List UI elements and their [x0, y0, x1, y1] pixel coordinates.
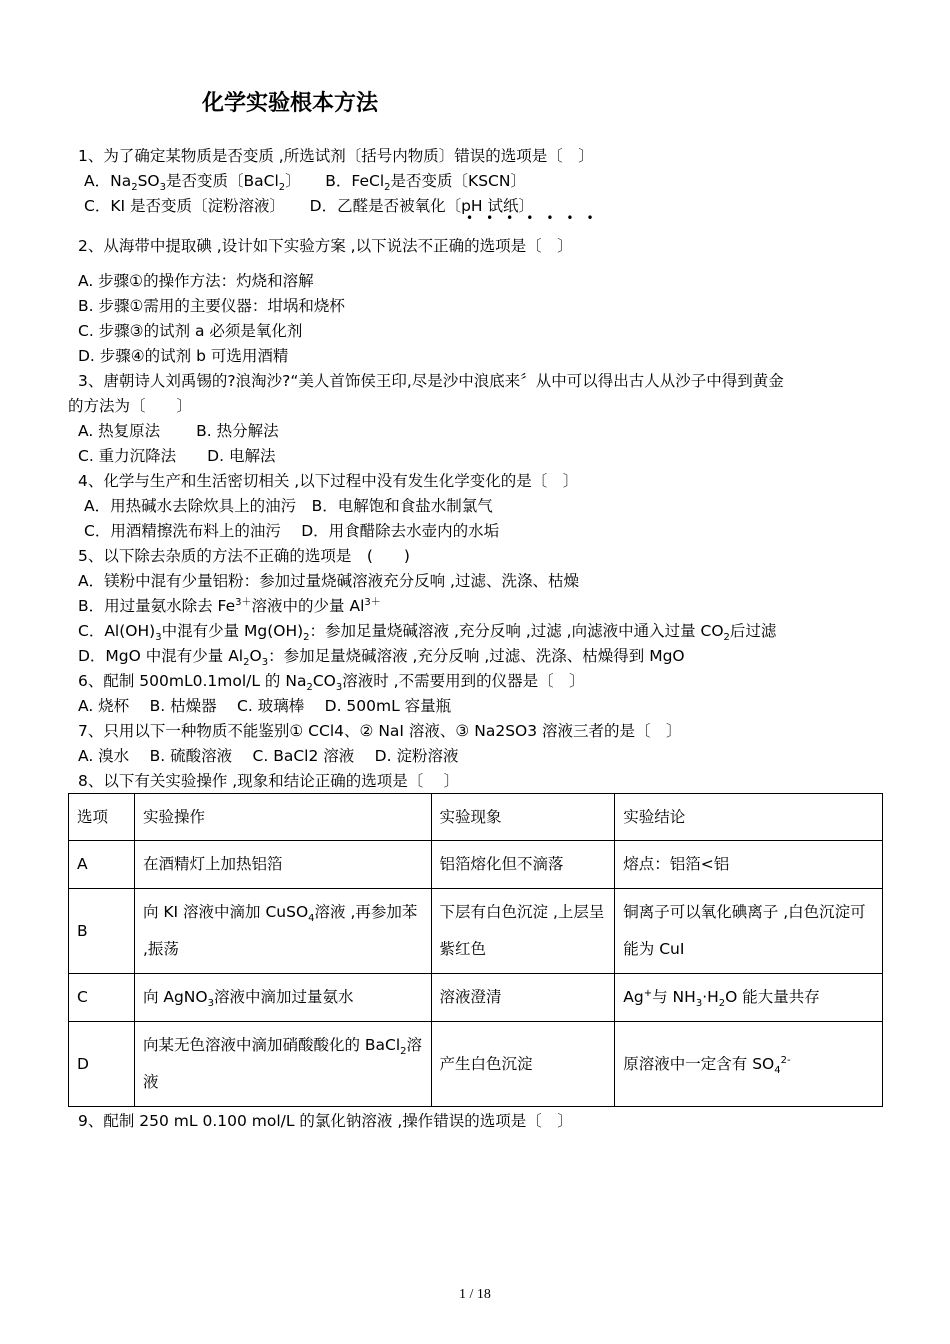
page-title: 化学实验根本方法 [202, 91, 379, 116]
header-conclusion: 实验结论 [615, 794, 883, 841]
q1-options-cd: C．KI 是否变质〔淀粉溶液〕 D．乙醛是否被氧化〔pH 试纸〕 [84, 197, 534, 215]
q3-stem-line2: 的方法为〔 〕 [68, 397, 193, 415]
row-b-operation: 向 KI 溶液中滴加 CuSO$_4$溶液 ,再参加苯 ,振荡 [134, 889, 431, 974]
q7-options: A. 溴水 B. 硫酸溶液 C. BaCl2 溶液 D. 淀粉溶液 [78, 747, 459, 765]
row-d-operation: 向某无色溶液中滴加硝酸酸化的 BaCl$_2$溶液 [134, 1022, 431, 1107]
table-row [69, 974, 883, 1022]
header-operation: 实验操作 [134, 794, 431, 841]
q5-option-d: D．MgO 中混有少量 $Al_2O_3$：参加足量烧碱溶液 ,充分反响 ,过滤、洗涤、枯燥得到 MgO [78, 647, 685, 669]
q5-stem: 5、以下除去杂质的方法不正确的选项是 ( ) [78, 547, 410, 565]
table-row [69, 841, 883, 889]
q3-options-ab: A. 热复原法 B. 热分解法 [78, 422, 279, 440]
header-option: 选项 [69, 794, 135, 841]
q5-option-a: A．镁粉中混有少量铝粉：参加过量烧碱溶液充分反响 ,过滤、洗涤、枯燥 [78, 572, 579, 590]
row-c-option: C [69, 974, 135, 1022]
q2-option-d: D. 步骤④的试剂 b 可选用酒精 [78, 347, 289, 365]
row-d-conclusion: 原溶液中一定含有 $SO_4^{2-}$ [615, 1022, 883, 1107]
row-b-conclusion: 铜离子可以氧化碘离子 ,白色沉淀可能为 CuI [615, 889, 883, 974]
row-c-operation: 向 AgNO$_3$溶液中滴加过量氨水 [134, 974, 431, 1022]
q7-stem: 7、只用以下一种物质不能鉴别① CCl4、② NaI 溶液、③ Na2SO3 溶液三者的是〔 〕 [78, 722, 682, 740]
q4-stem: 4、化学与生产和生活密切相关 ,以下过程中没有发生化学变化的是〔 〕 [78, 472, 579, 490]
q5-option-b: B．用过量氨水除去 $Fe^{3+}$溶液中的少量 $Al^{3+}$ [78, 596, 381, 615]
q1-options-ab: A．$Na_2SO_3$是否变质〔BaCl$_2$〕 B．FeCl$_2$是否变质〔KSCN〕 [84, 172, 526, 194]
table-row [69, 889, 883, 974]
row-d-phenomenon: 产生白色沉淀 [431, 1022, 615, 1107]
row-d-option: D [69, 1022, 135, 1107]
page-number: 1 / 18 [459, 1287, 491, 1302]
q8-stem: 8、以下有关实验操作 ,现象和结论正确的选项是〔 〕 [78, 772, 460, 790]
q4-options-ab: A．用热碱水去除炊具上的油污 B．电解饱和食盐水制氯气 [84, 497, 493, 515]
experiment-table [68, 793, 883, 1107]
q9-stem: 9、配制 250 mL 0.100 mol/L 的氯化钠溶液 ,操作错误的选项是〔 〕 [78, 1112, 573, 1130]
table-header-row [69, 794, 883, 841]
table-row [69, 1022, 883, 1107]
row-c-conclusion: Ag+与 $NH_3\cdot H_2O$ 能大量共存 [615, 974, 883, 1022]
emphasis-dots: ••••••• [466, 211, 607, 225]
q3-stem-line1: 3、唐朝诗人刘禹锡的?浪淘沙?“美人首饰侯王印,尽是沙中浪底来〞从中可以得出古人从沙子中得到黄金 [78, 372, 784, 390]
row-a-phenomenon: 铝箔熔化但不滴落 [431, 841, 615, 889]
row-c-phenomenon: 溶液澄清 [431, 974, 615, 1022]
q4-options-cd: C．用酒精擦洗布料上的油污 D．用食醋除去水壶内的水垢 [84, 522, 500, 540]
q2-stem: 2、从海带中提取碘 ,设计如下实验方案 ,以下说法不正确的选项是〔 〕 [78, 237, 573, 255]
row-a-operation: 在酒精灯上加热铝箔 [134, 841, 431, 889]
q2-option-c: C. 步骤③的试剂 a 必须是氧化剂 [78, 322, 303, 340]
q6-options: A. 烧杯 B. 枯燥器 C. 玻璃棒 D. 500mL 容量瓶 [78, 697, 452, 715]
header-phenomenon: 实验现象 [431, 794, 615, 841]
row-b-phenomenon: 下层有白色沉淀 ,上层呈紫红色 [431, 889, 615, 974]
q6-stem: 6、配制 500mL0.1mol/L 的 $Na_2CO_3$溶液时 ,不需要用到的仪器是〔 〕 [78, 672, 585, 694]
q2-option-b: B. 步骤①需用的主要仪器：坩埚和烧杯 [78, 297, 345, 315]
row-a-conclusion: 熔点：铝箔<铝 [615, 841, 883, 889]
q3-options-cd: C. 重力沉降法 D. 电解法 [78, 447, 276, 465]
q1-stem: 1、为了确定某物质是否变质 ,所选试剂〔括号内物质〕错误的选项是〔 〕 [78, 147, 594, 165]
q5-option-c: C．$Al(OH)_3$中混有少量 $Mg(OH)_2$：参加足量烧碱溶液 ,充分反响 ,过滤 ,向滤液中通入过量 $CO_2$后过滤 [78, 622, 777, 644]
row-a-option: A [69, 841, 135, 889]
q2-option-a: A. 步骤①的操作方法：灼烧和溶解 [78, 272, 314, 290]
row-b-option: B [69, 889, 135, 974]
